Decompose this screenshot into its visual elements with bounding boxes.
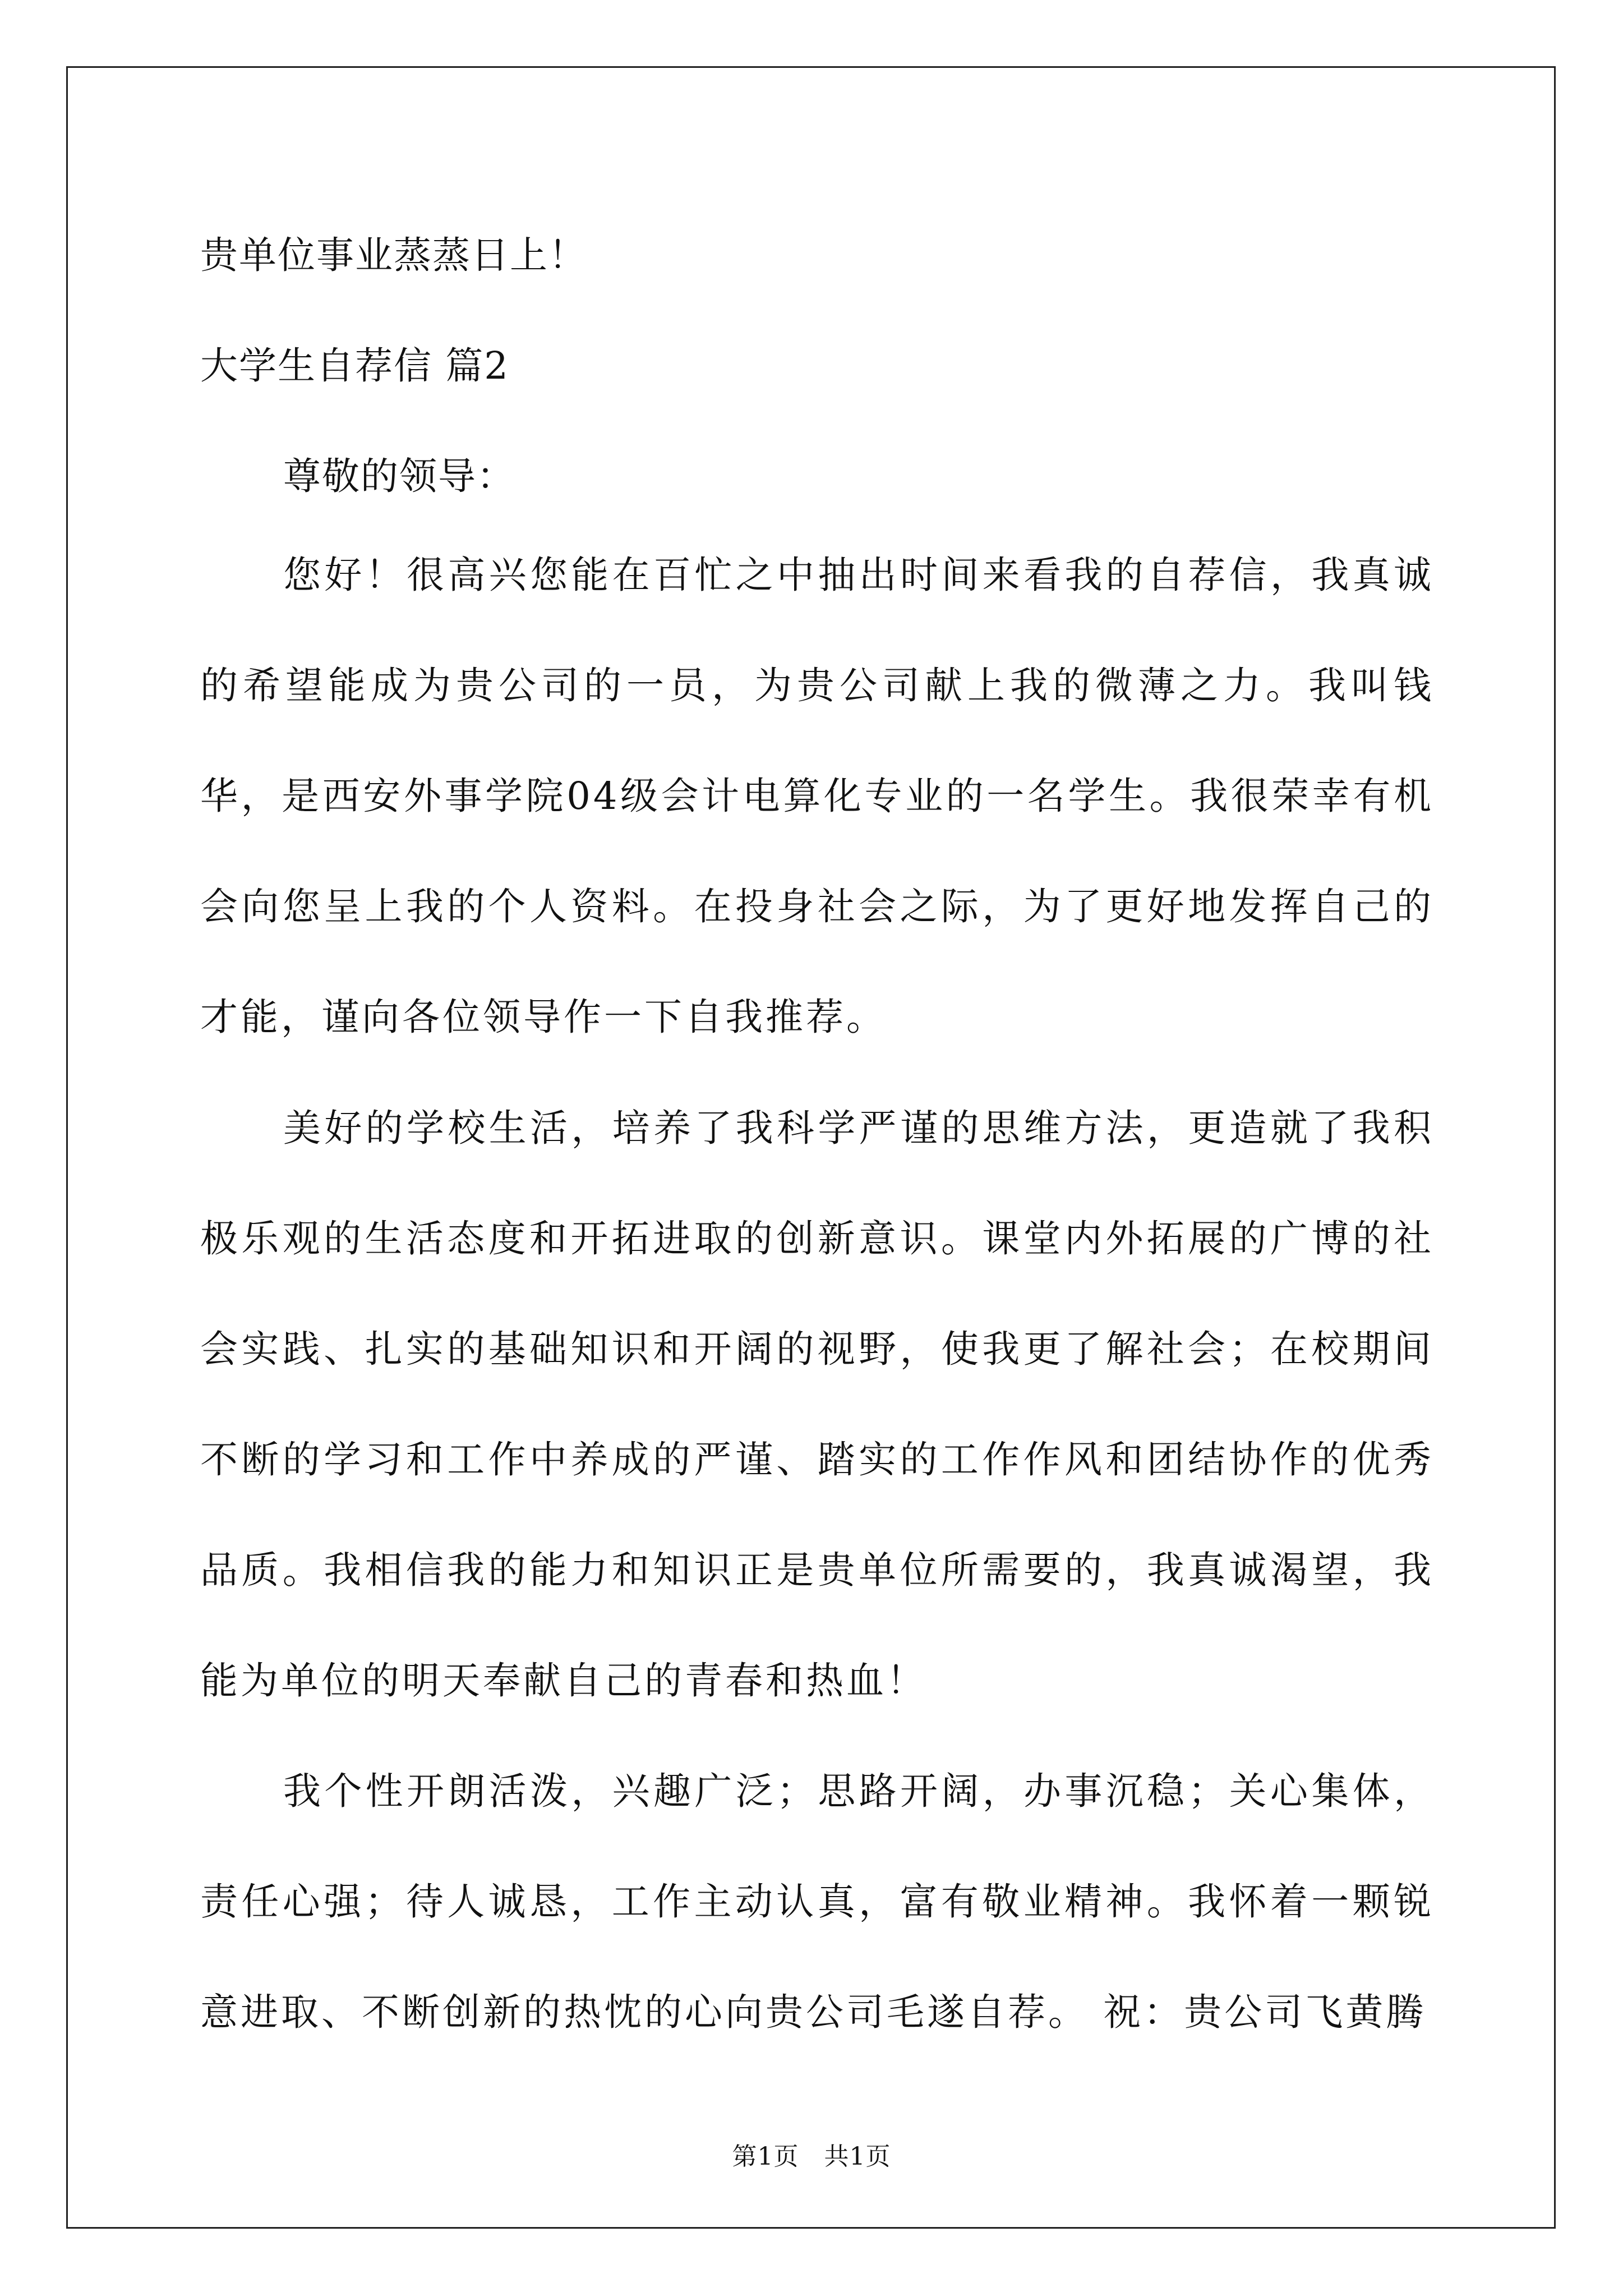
paragraph-school-life: 美好的学校生活，培养了我科学严谨的思维方法，更造就了我积极乐观的生活态度和开拓进取的创新意识。课堂内外拓展的广博的社会实践、扎实的基础知识和开阔的视野，使我更了解社会；在校期间不断的学习和工作中养成的严谨、踏实的工作作风和团结协作的优秀品质。我相信我的能力和知识正是贵单位所需要的，我真诚渴望，我能为单位的明天奉献自己的青春和热血！ [200, 1106, 1434, 1703]
page-number: 第1页 共1页 [732, 2142, 891, 2171]
section-heading: 大学生自荐信 篇2 [200, 344, 509, 388]
paragraph-personality: 我个性开朗活泼，兴趣广泛；思路开阔，办事沉稳；关心集体，责任心强；待人诚恳，工作主动认真，富有敬业精神。我怀着一颗锐意进取、不断创新的热忱的心向贵公司毛遂自荐。 祝：贵公司飞黄腾 [200, 1769, 1434, 2034]
closing-line: 贵单位事业蒸蒸日上！ [200, 233, 587, 277]
salutation: 尊敬的领导： [283, 454, 515, 498]
paragraph-intro: 您好！很高兴您能在百忙之中抽出时间来看我的自荐信，我真诚的希望能成为贵公司的一员，为贵公司献上我的微薄之力。我叫钱华，是西安外事学院04级会计电算化专业的一名学生。我很荣幸有机会向您呈上我的个人资料。在投身社会之际，为了更好地发挥自己的才能，谨向各位领导作一下自我推荐。 [200, 553, 1434, 1039]
